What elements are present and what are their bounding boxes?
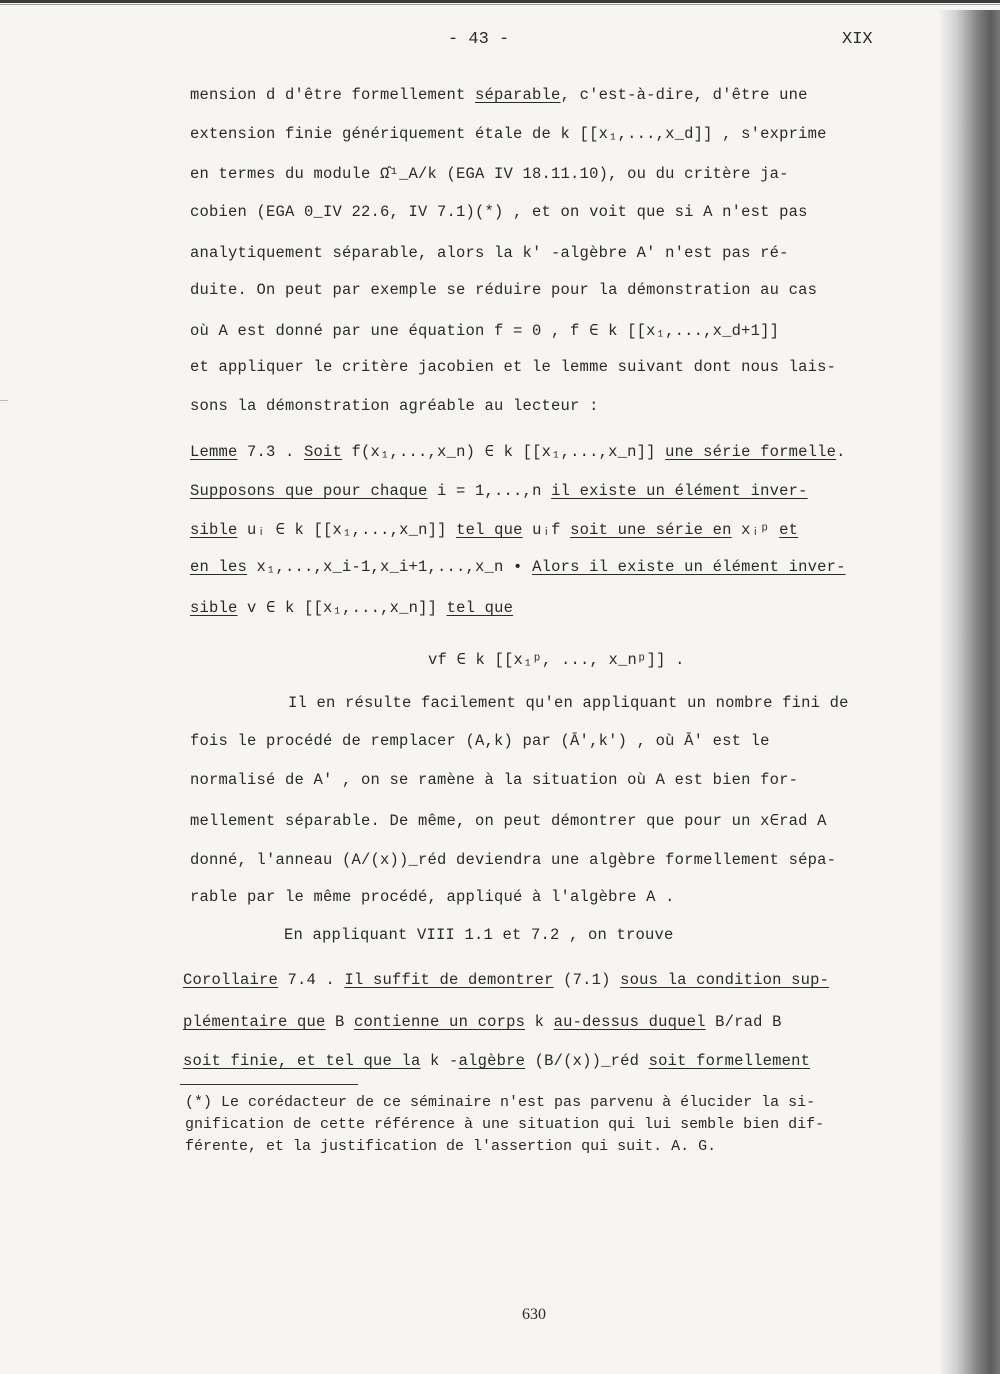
text-line-3: en termes du module Ω̂¹_A/k (EGA IV 18.11.10), ou du critère ja- [190, 165, 789, 183]
lemma-line-1: Lemme 7.3 . Soit f(x₁,...,x_n) ∈ k [[x₁,...,x_n]] une série formelle. [190, 443, 846, 461]
text-line-2: extension finie génériquement étale de k [[x₁,...,x_d]] , s'exprime [190, 125, 827, 143]
text-line-5: analytiquement séparable, alors la k' -algèbre A' n'est pas ré- [190, 244, 789, 262]
footnote-rule [180, 1084, 358, 1085]
lemma-line-3: sible uᵢ ∈ k [[x₁,...,x_n]] tel que uᵢf soit une série en xᵢᵖ et [190, 521, 799, 539]
top-rule [0, 0, 1000, 3]
text-line-22: En appliquant VIII 1.1 et 7.2 , on trouve [284, 926, 674, 944]
top-rule-thin [0, 4, 1000, 5]
lemma-line-4: en les x₁,...,x_i-1,x_i+1,...,x_n • Alors il existe un élément inver- [190, 558, 846, 576]
lemma-formula: vf ∈ k [[x₁ᵖ, ..., x_nᵖ]] . [428, 651, 685, 669]
text-line-17: fois le procédé de remplacer (A,k) par (Ā',k') , où Ā' est le [190, 732, 770, 750]
text-line-6: duite. On peut par exemple se réduire pour la démonstration au cas [190, 281, 818, 299]
footnote-line-2: gnification de cette référence à une situation qui lui semble bien dif- [185, 1116, 825, 1133]
text-line-4: cobien (EGA 0_IV 22.6, IV 7.1)(*) , et on voit que si A n'est pas [190, 203, 808, 221]
page-number: 630 [522, 1306, 546, 1323]
text-line-7: où A est donné par une équation f = 0 , f ∈ k [[x₁,...,x_d+1]] [190, 322, 780, 340]
margin-mark [0, 400, 8, 401]
text-line-9: sons la démonstration agréable au lecteur : [190, 397, 599, 415]
lemma-line-2: Supposons que pour chaque i = 1,...,n il existe un élément inver- [190, 482, 808, 500]
text-line-1: mension d d'être formellement séparable, c'est-à-dire, d'être une [190, 86, 808, 104]
text-line-16: Il en résulte facilement qu'en appliquant un nombre fini de [288, 694, 849, 712]
text-line-18: normalisé de A' , on se ramène à la situation où A est bien for- [190, 771, 799, 789]
text-line-8: et appliquer le critère jacobien et le lemme suivant dont nous lais- [190, 358, 837, 376]
footnote-line-1: (*) Le corédacteur de ce séminaire n'est pas parvenu à élucider la si- [185, 1094, 816, 1111]
text-line-20: donné, l'anneau (A/(x))_réd deviendra une algèbre formellement sépa- [190, 851, 837, 869]
text-line-21: rable par le même procédé, appliqué à l'algèbre A . [190, 888, 675, 906]
corollary-line-2: plémentaire que B contienne un corps k au-dessus duquel B/rad B [183, 1013, 782, 1031]
page-edge-shadow [938, 10, 1000, 1374]
chapter-header: XIX [842, 30, 873, 49]
corollary-line-3: soit finie, et tel que la k -algèbre (B/(x))_réd soit formellement [183, 1052, 811, 1070]
corollary-line-1: Corollaire 7.4 . Il suffit de demontrer (7.1) sous la condition sup- [183, 971, 830, 989]
folio-header: - 43 - [448, 30, 510, 49]
lemma-line-5: sible v ∈ k [[x₁,...,x_n]] tel que [190, 599, 514, 617]
text-line-19: mellement séparable. De même, on peut démontrer que pour un x∈rad A [190, 812, 827, 830]
footnote-line-3: férente, et la justification de l'assertion qui suit. A. G. [185, 1138, 717, 1155]
